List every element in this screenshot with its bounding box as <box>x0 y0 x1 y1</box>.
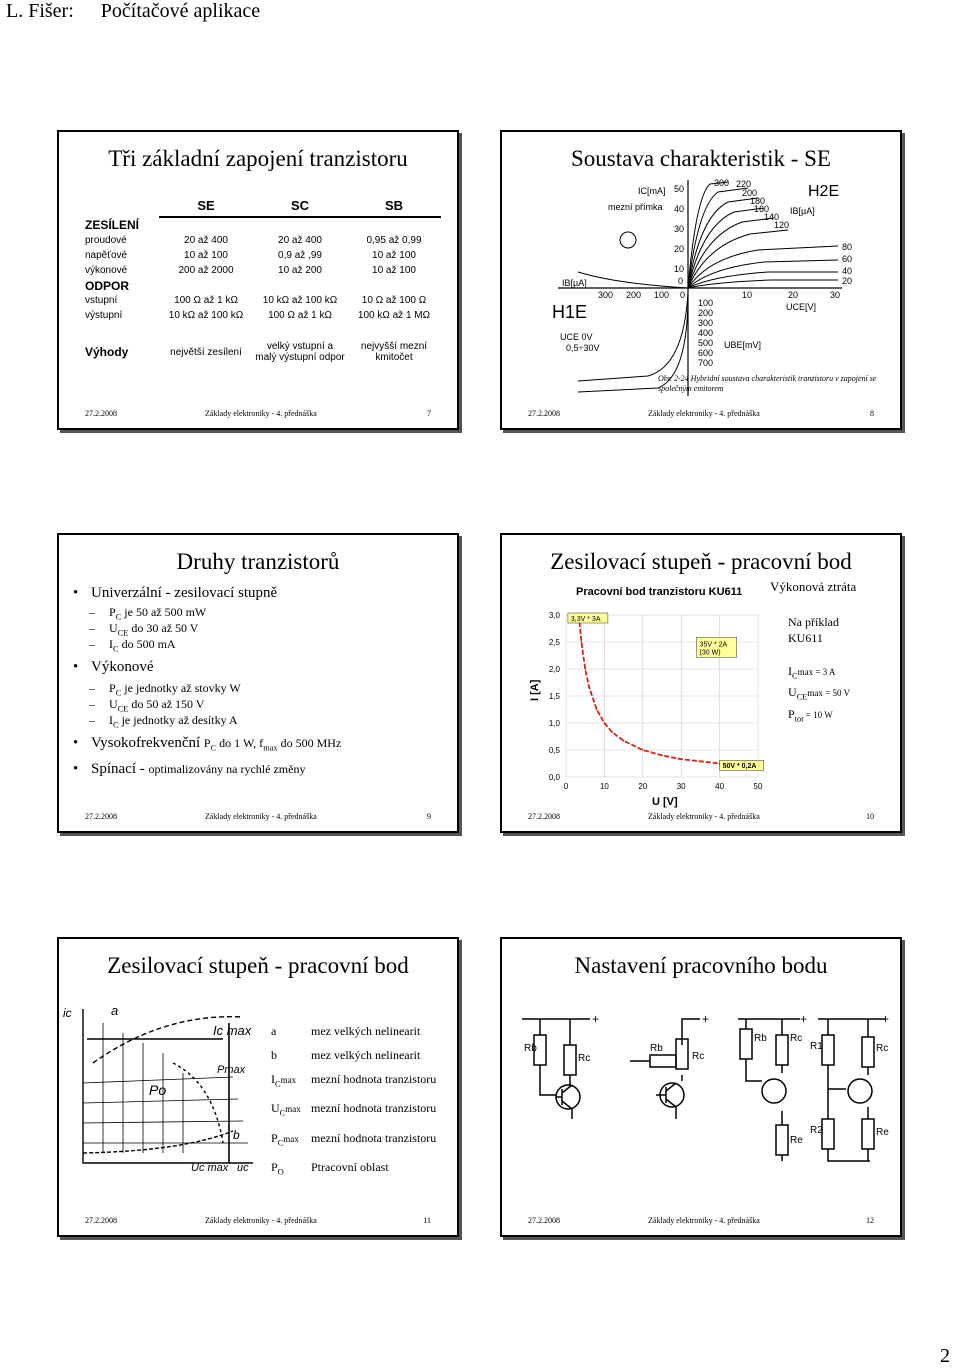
transistor-icon <box>848 1079 872 1103</box>
right-tick: 20 <box>842 276 853 286</box>
annotation-label: 50V * 0,2A <box>722 763 757 771</box>
page-header <box>6 0 260 23</box>
row-label: ODPOR <box>85 278 130 293</box>
re-label: Re <box>876 1127 889 1138</box>
resistor-r1 <box>822 1035 834 1065</box>
footer-course: Základy elektroniky - 4. přednáška <box>205 1216 317 1225</box>
data-point <box>642 749 644 751</box>
rb-label: Rb <box>650 1043 663 1054</box>
data-point <box>623 740 625 742</box>
slide-number: 11 <box>423 1216 431 1225</box>
data-point <box>588 686 590 688</box>
side-part: KU611 <box>788 631 823 645</box>
sym-sub: max <box>263 743 278 753</box>
cell: 0,9 až ,99 <box>278 250 322 261</box>
footer-course: Základy elektroniky - 4. přednáška <box>205 409 317 418</box>
slide-title: Soustava charakteristik - SE <box>571 146 831 171</box>
side-value: $U_{CE}\max = 50$ V <box>788 685 851 702</box>
sub-item: – $I_C$ do 500 mA <box>89 637 176 654</box>
h11-curve <box>578 272 688 288</box>
sym: I <box>109 713 113 727</box>
slide-11 <box>57 937 459 1237</box>
bullet-icon: • <box>73 761 79 777</box>
x-tick-label: 0 <box>563 782 569 791</box>
ib-tick: 100 <box>654 290 670 300</box>
characteristics-figure <box>538 176 878 412</box>
cell: velký vstupní a malý výstupní odpor <box>255 341 345 363</box>
row-label: vstupní <box>85 295 118 306</box>
y-tick-label: 1,0 <box>548 719 560 728</box>
x-tick-label: 20 <box>638 782 648 791</box>
y-tick-label: 1,5 <box>548 692 560 701</box>
ube-tick: 500 <box>698 338 714 348</box>
legend-row: $P_O$ Ptracovní oblast <box>271 1160 389 1177</box>
ib-curve <box>688 218 774 288</box>
bullet-small-text: optimalizovány na rychlé změny <box>148 762 306 776</box>
cell: nejvyšší mezní kmitočet <box>360 341 428 363</box>
footer-date: 27.2.2008 <box>85 812 117 821</box>
resistor-r2 <box>822 1119 834 1149</box>
resistor-rc <box>776 1035 788 1065</box>
side-value: $P_{tot} = 10$ W <box>788 706 833 724</box>
annotation-label: 3,3V * 3A <box>570 616 601 623</box>
data-point <box>596 709 598 711</box>
sym: I <box>109 637 113 651</box>
ib-curve <box>688 230 788 288</box>
rb-label: Rb <box>524 1043 537 1054</box>
col-se: SE <box>159 194 253 217</box>
slide-number: 8 <box>870 409 874 418</box>
cell: 10 až 100 <box>372 250 416 261</box>
chart-title: Pracovní bod tranzistoru KU611 <box>576 586 743 598</box>
transistor-symbol-icon <box>620 232 636 248</box>
data-point <box>584 668 586 670</box>
footer-date: 27.2.2008 <box>528 409 560 418</box>
ic-tick: 10 <box>674 264 685 274</box>
slide-footer <box>528 1216 874 1225</box>
sub-item: – $P_C$ je jednotky až stovky W <box>89 681 241 698</box>
data-point <box>700 761 702 763</box>
grid-lines <box>103 1023 183 1153</box>
ube-tick: 400 <box>698 328 714 338</box>
ib-top-label: 200 <box>742 188 758 198</box>
ic-tick: 0 <box>678 276 684 286</box>
cell: 10 až 100 <box>184 250 228 261</box>
data-point <box>581 641 583 643</box>
sub-text: do 50 až 150 V <box>131 697 205 711</box>
sub-text: do 30 až 50 V <box>131 621 199 635</box>
sketch-ucmax: Uc max <box>191 1162 229 1173</box>
cell: 10 kΩ až 100 kΩ <box>168 310 244 321</box>
side-values <box>788 663 850 727</box>
row-label: výkonové <box>85 265 128 276</box>
ib-curve <box>688 280 838 288</box>
resistor-re <box>776 1125 788 1155</box>
resistor-rc <box>564 1045 576 1075</box>
sym-sub: C <box>115 612 122 622</box>
slide-title: Druhy tranzistorů <box>176 549 340 574</box>
bullet-item <box>73 659 154 676</box>
ic-label: IC[mA] <box>638 186 666 196</box>
comparison-table <box>83 194 441 381</box>
y-tick-label: 3,0 <box>548 611 560 620</box>
sym: U <box>109 697 118 711</box>
author: L. Fišer: <box>6 0 74 22</box>
slide-footer <box>85 1216 431 1225</box>
y-tick-label: 2,5 <box>548 638 560 647</box>
line-b <box>83 1131 233 1153</box>
sketch-b: b <box>233 1128 240 1142</box>
sym: U <box>109 621 118 635</box>
resistor-rb <box>740 1029 752 1059</box>
uce-low-label: UCE 0V <box>560 332 593 342</box>
slide-number: 12 <box>866 1216 874 1225</box>
plus-label: + <box>702 1015 710 1026</box>
x-tick-label: 30 <box>676 782 686 791</box>
header-title: Počítačové aplikace <box>100 0 261 22</box>
data-point <box>680 758 682 760</box>
cell: 10 až 100 <box>372 265 416 276</box>
uce-high-label: 0,5÷30V <box>566 343 600 353</box>
ib-curve <box>688 208 764 288</box>
bullet-text: Spínací - <box>91 761 149 777</box>
ib-label: IB[µA] <box>790 206 815 216</box>
ib-top-label: 180 <box>750 196 766 206</box>
ib-top-label: 140 <box>764 212 780 222</box>
right-tick: 80 <box>842 242 853 252</box>
plus-label: + <box>882 1015 890 1026</box>
circuit-2 <box>630 1019 700 1119</box>
row-label: ZESÍLENÍ <box>85 218 140 232</box>
bullet-icon: • <box>73 585 79 601</box>
row-label: napěťové <box>85 250 128 261</box>
sub-text: je jednotky až stovky W <box>124 681 241 695</box>
footer-course: Základy elektroniky - 4. přednáška <box>648 812 760 821</box>
sym-sub: C <box>113 644 119 654</box>
re-label: Re <box>790 1135 803 1146</box>
row-label: výstupní <box>85 310 123 321</box>
col-sb: SB <box>347 194 441 217</box>
ib-top-label: 220 <box>736 179 752 189</box>
bias-circuits <box>510 1015 890 1165</box>
rb-label: Rb <box>754 1033 767 1044</box>
cell: 10 až 200 <box>278 265 322 276</box>
slide-title: Tři základní zapojení tranzistoru <box>108 146 408 171</box>
r2-label: R2 <box>810 1125 823 1136</box>
transistor-icon <box>762 1079 786 1103</box>
bullet-item <box>73 761 306 778</box>
plus-label: + <box>592 1015 600 1026</box>
ib-top-label: 120 <box>774 220 790 230</box>
uce-tick: 10 <box>742 290 753 300</box>
footer-course: Základy elektroniky - 4. přednáška <box>648 1216 760 1225</box>
x-tick-label: 50 <box>753 782 763 791</box>
footer-date: 27.2.2008 <box>528 1216 560 1225</box>
side-value: $I_C\max = 3$ A <box>788 664 836 681</box>
plus-label: + <box>800 1015 808 1026</box>
cell: 10 Ω až 100 Ω <box>361 295 427 306</box>
cell: 20 až 400 <box>184 235 228 246</box>
ic-tick: 40 <box>674 204 685 214</box>
sketch-pmax: Pmax <box>217 1064 246 1076</box>
resistor-rc <box>862 1037 874 1067</box>
bullet-icon: • <box>73 659 79 675</box>
ib-top-label: 160 <box>754 204 770 214</box>
rc-label: Rc <box>876 1043 889 1054</box>
legend-row: a mez velkých nelinearit <box>271 1024 421 1038</box>
ube-tick: 200 <box>698 308 714 318</box>
slide-footer <box>85 812 431 821</box>
x-tick-label: 40 <box>715 782 725 791</box>
sketch-icmax: Ic max <box>213 1023 252 1038</box>
y-axis-label: I [A] <box>529 679 541 701</box>
cell: 100 Ω až 1 kΩ <box>268 310 332 321</box>
row-label: proudové <box>85 235 127 246</box>
slide-footer <box>85 409 431 418</box>
side-example: Na příklad <box>788 615 839 629</box>
sub-item: – $I_C$ je jednotky až desítky A <box>89 713 238 730</box>
data-point <box>661 755 663 757</box>
cell: 0,95 až 0,99 <box>366 235 422 246</box>
cell: 100 Ω až 1 kΩ <box>174 295 238 306</box>
r1-label: R1 <box>810 1041 823 1052</box>
footer-date: 27.2.2008 <box>528 812 560 821</box>
uce-tick: 20 <box>788 290 799 300</box>
rc-label: Rc <box>692 1051 705 1062</box>
corner-cell <box>83 194 159 217</box>
slide-title: Nastavení pracovního bodu <box>574 953 828 978</box>
slide-title: Zesilovací stupeň - pracovní bod <box>107 953 409 978</box>
sub-item: – $P_C$ je 50 až 500 mW <box>89 605 207 622</box>
bullet-text: Výkonové <box>91 659 154 675</box>
ib-tick: 0 <box>680 290 686 300</box>
ib-tick: 300 <box>598 290 614 300</box>
h1e-label: H1E <box>552 302 588 322</box>
data-point <box>604 722 606 724</box>
x-tick-label: 10 <box>599 782 609 791</box>
footer-course: Základy elektroniky - 4. přednáška <box>205 812 317 821</box>
transistor-leads <box>656 1083 676 1119</box>
vf-text: do 500 MHz <box>280 736 342 750</box>
footer-course: Základy elektroniky - 4. přednáška <box>648 409 760 418</box>
wires <box>818 1019 889 1161</box>
y-tick-label: 0,5 <box>548 746 560 755</box>
fig-caption: Obr. 2-24 Hybridní soustava charakteristik tranzistoru v zapojení se společným emitorem <box>658 374 877 393</box>
ku611-chart <box>528 581 790 813</box>
page-number: 2 <box>940 1345 950 1367</box>
col-sc: SC <box>253 194 347 217</box>
ic-tick: 50 <box>674 184 685 194</box>
bullet-text: Univerzální - zesilovací stupně <box>91 585 278 601</box>
bullet-item <box>73 735 342 753</box>
slide-number: 9 <box>427 812 431 821</box>
slide-7 <box>57 130 459 430</box>
legend-row: b mez velkých nelinearit <box>271 1048 421 1062</box>
sub-item: – $U_{CE}$ do 30 až 50 V <box>89 621 199 638</box>
bullet-icon: • <box>73 735 79 751</box>
slide-12 <box>500 937 902 1237</box>
legend-row: $P_C\max$ mezní hodnota tranzistoru <box>271 1130 437 1148</box>
legend-list <box>271 1019 436 1185</box>
side-title: Výkonová ztráta <box>770 579 857 594</box>
data-point <box>611 731 613 733</box>
row-label: Výhody <box>85 345 129 359</box>
h2e-label: H2E <box>808 183 840 200</box>
resistor-rb <box>650 1055 676 1067</box>
slide-10 <box>500 533 902 833</box>
ube-label: UBE[mV] <box>724 340 762 350</box>
bullet-item <box>73 585 278 602</box>
y-tick-label: 0,0 <box>548 773 560 782</box>
sub-text: je 50 až 500 mW <box>124 605 207 619</box>
pmax-curve <box>173 1063 223 1143</box>
slide-footer <box>528 812 874 821</box>
sub-item: – $U_{CE}$ do 50 až 150 V <box>89 697 205 714</box>
slide-8 <box>500 130 902 430</box>
ib-axis-label: IB[µA] <box>562 278 587 288</box>
rc-label: Rc <box>790 1033 803 1044</box>
sym: P <box>109 605 116 619</box>
sym-sub: CE <box>117 704 129 714</box>
ube-tick: 700 <box>698 358 714 368</box>
ib-curve <box>688 246 838 288</box>
sub-text: je jednotky až desítky A <box>121 713 238 727</box>
ube-tick: 100 <box>698 298 714 308</box>
sym-sub: C <box>115 688 122 698</box>
legend-row: $I_C\max$ mezní hodnota tranzistoru <box>271 1072 437 1089</box>
sym-sub: C <box>113 720 119 730</box>
sym-sub: C <box>210 743 217 753</box>
resistor-re <box>862 1119 874 1149</box>
x-axis-label: U [V] <box>652 796 678 808</box>
sym: P <box>109 681 116 695</box>
sketch-a: a <box>111 1003 119 1018</box>
sketch-uc: uc <box>237 1162 249 1173</box>
ic-tick: 30 <box>674 224 685 234</box>
fig-caption-wrap <box>658 374 878 406</box>
working-area-sketch <box>63 1003 255 1173</box>
sketch-po: Po <box>149 1082 167 1098</box>
footer-date: 27.2.2008 <box>85 409 117 418</box>
bullet-text: Vysokofrekvenční <box>91 735 201 751</box>
uce-label: UCE[V] <box>786 302 817 312</box>
slide-title: Zesilovací stupeň - pracovní bod <box>550 549 852 574</box>
sym: P <box>203 736 211 750</box>
slide-number: 7 <box>427 409 431 418</box>
rc-label: Rc <box>578 1053 591 1064</box>
ube-tick: 600 <box>698 348 714 358</box>
cell: 20 až 400 <box>278 235 322 246</box>
footer-date: 27.2.2008 <box>85 1216 117 1225</box>
slide-9 <box>57 533 459 833</box>
cell: 10 kΩ až 100 kΩ <box>262 295 338 306</box>
sub-text: do 500 mA <box>121 637 176 651</box>
cell: 200 až 2000 <box>178 265 234 276</box>
ib-tick: 200 <box>626 290 642 300</box>
legend-row: $U_C\max$ mezní hodnota tranzistoru <box>271 1101 437 1118</box>
right-tick: 40 <box>842 266 853 276</box>
cell: 100 kΩ až 1 MΩ <box>357 310 431 321</box>
wires <box>630 1019 700 1081</box>
annotation-label: 35V * 2A <box>699 641 728 649</box>
uce-tick: 30 <box>830 290 841 300</box>
vf-text: do 1 W, f <box>219 736 264 750</box>
ib-top-label: 300 <box>714 178 730 188</box>
slide-number: 10 <box>866 812 874 821</box>
ic-tick: 20 <box>674 244 685 254</box>
sym-sub: CE <box>117 628 129 638</box>
ube-tick: 300 <box>698 318 714 328</box>
circuit-1 <box>522 1019 590 1119</box>
input-curve <box>578 292 688 381</box>
slide-footer <box>528 409 874 418</box>
y-tick-label: 2,0 <box>548 665 560 674</box>
mezni-label: mezní přímka <box>608 202 663 212</box>
annotation-label: (30 W) <box>699 649 721 657</box>
cell: největší zesílení <box>170 346 242 358</box>
sketch-ic: ic <box>63 1006 72 1020</box>
circuit-4 <box>818 1019 889 1161</box>
right-tick: 60 <box>842 254 853 264</box>
